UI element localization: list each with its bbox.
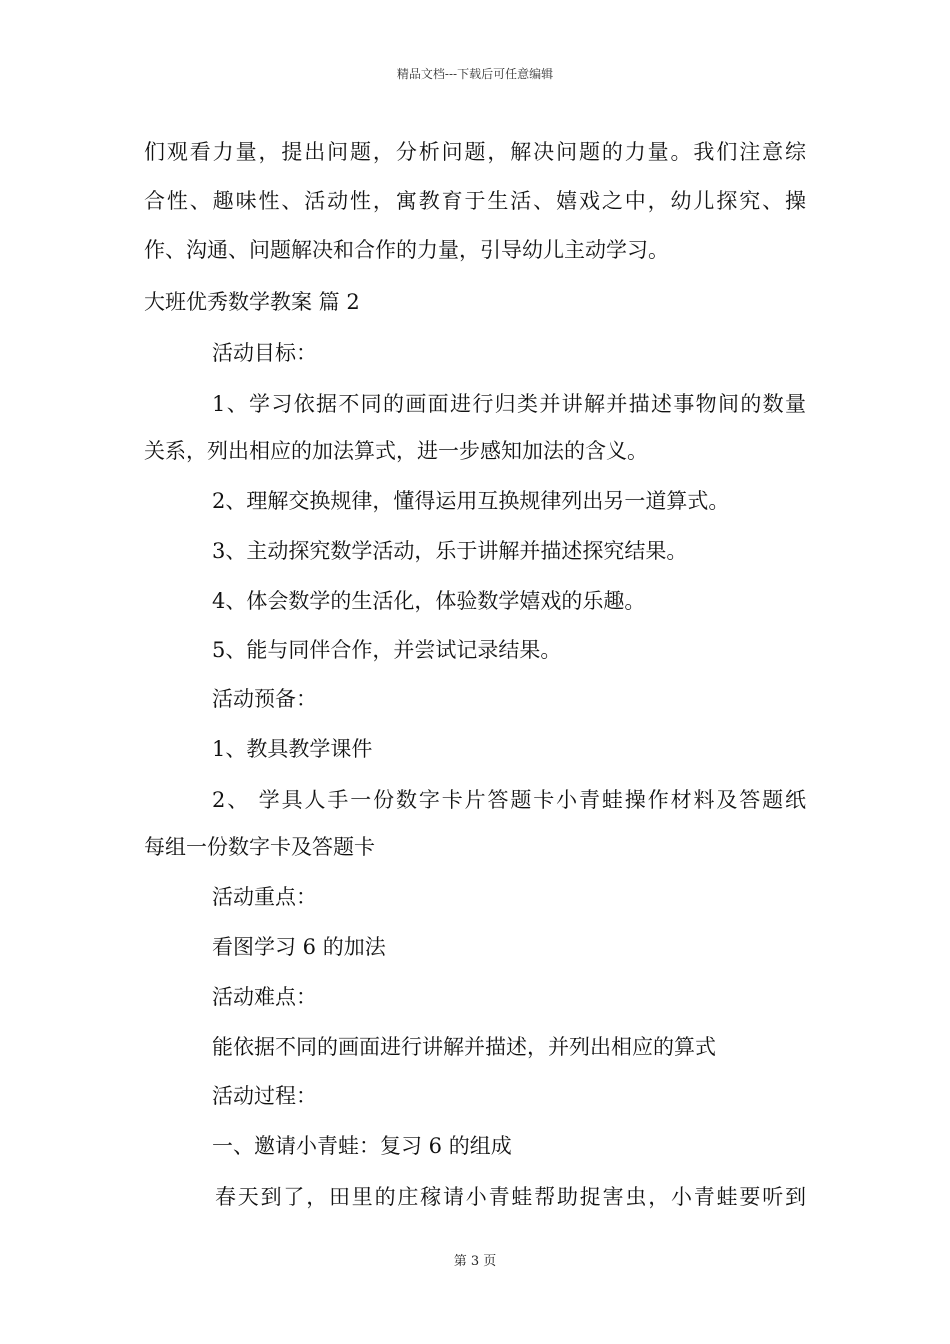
section-title: 大班优秀数学教案 篇 2: [144, 290, 360, 314]
difficulty-heading: 活动难点：: [212, 985, 317, 1009]
goal-item-5: 5、能与同伴合作，并尝试记录结果。: [212, 638, 562, 662]
page-header: 精品文档---下载后可任意编辑: [396, 67, 554, 81]
paragraph-line: 们观看力量，提出问题，分析问题，解决问题的力量。我们注意综: [144, 140, 806, 164]
prep-item-2: 2、 学具人手一份数字卡片答题卡小青蛙操作材料及答题纸: [212, 788, 806, 812]
key-heading: 活动重点：: [212, 885, 317, 909]
paragraph-line: 合性、趣味性、活动性，寓教育于生活、嬉戏之中，幼儿探究、操: [144, 189, 806, 213]
prep-item-1: 1、教具教学课件: [212, 737, 373, 761]
goal-item-4: 4、体会数学的生活化，体验数学嬉戏的乐趣。: [212, 589, 646, 613]
goal-item-1: 1、学习依据不同的画面进行归类并讲解并描述事物间的数量: [212, 392, 806, 416]
page-number: 第 3 页: [453, 1254, 497, 1269]
key-text: 看图学习 6 的加法: [212, 935, 386, 959]
goal-item-2: 2、理解交换规律，懂得运用互换规律列出另一道算式。: [212, 489, 730, 513]
goal-heading: 活动目标：: [212, 341, 317, 365]
paragraph-line: 作、沟通、问题解决和合作的力量，引导幼儿主动学习。: [144, 238, 669, 262]
process-step-1-text: 春天到了，田里的庄稼请小青蛙帮助捉害虫，小青蛙要听到: [215, 1185, 806, 1209]
prep-heading: 活动预备：: [212, 687, 317, 711]
difficulty-text: 能依据不同的画面进行讲解并描述，并列出相应的算式: [212, 1035, 716, 1059]
process-step-1: 一、邀请小青蛙：复习 6 的组成: [212, 1134, 512, 1158]
goal-item-1-continued: 关系，列出相应的加法算式，进一步感知加法的含义。: [144, 439, 648, 463]
process-heading: 活动过程：: [212, 1084, 317, 1108]
prep-item-2-continued: 每组一份数字卡及答题卡: [144, 835, 375, 859]
goal-item-3: 3、主动探究数学活动，乐于讲解并描述探究结果。: [212, 539, 688, 563]
